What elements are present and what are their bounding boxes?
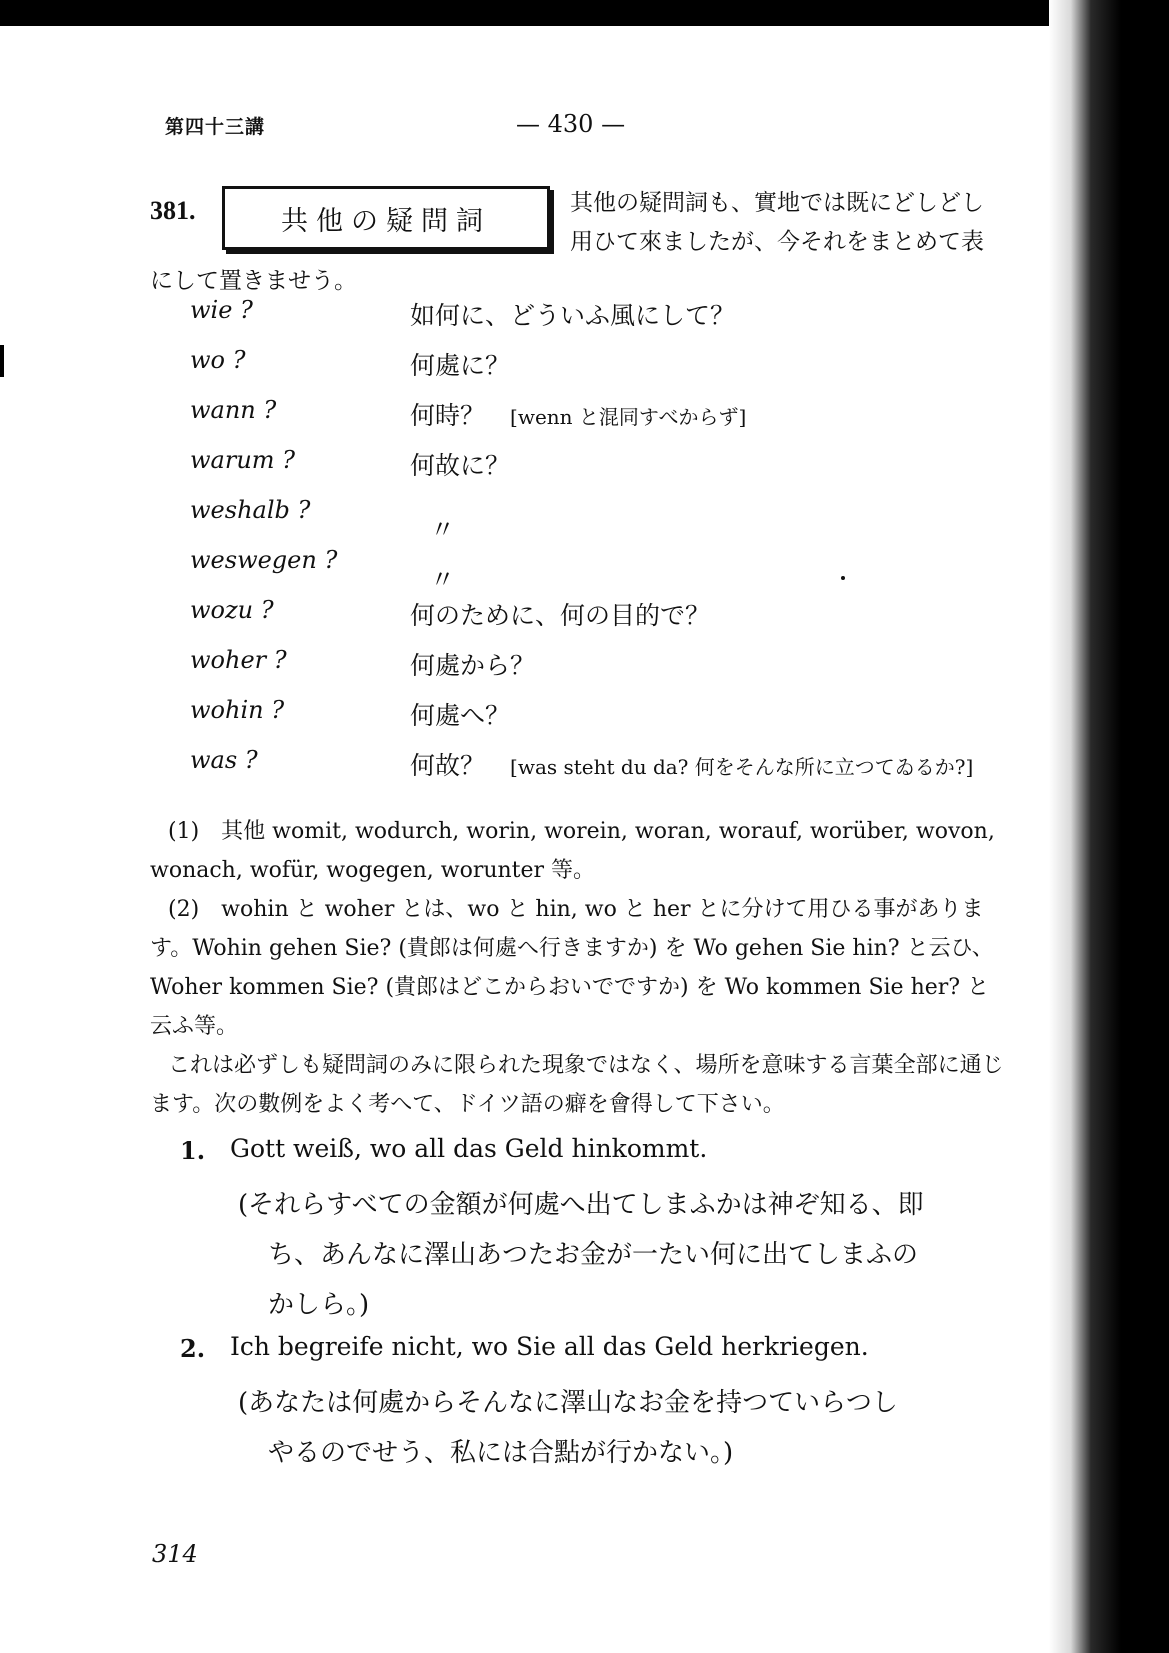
vocab-de: wann ? bbox=[190, 396, 277, 424]
translation-line: ち、あんなに澤山あつたお金が一たい何に出てしまふの bbox=[268, 1240, 919, 1270]
vocab-ja-text: 何處から？ bbox=[410, 651, 536, 680]
vocab-de: weswegen ? bbox=[190, 546, 338, 574]
scan-top-border bbox=[0, 0, 1169, 26]
vocab-ja-text: 何處に？ bbox=[410, 351, 511, 380]
section-title: 共他の疑問詞 bbox=[222, 186, 550, 250]
vocab-ja-text: 何のために、何の目的で？ bbox=[410, 601, 711, 630]
example-translation bbox=[238, 1180, 998, 1330]
vocab-note: [was steht du da? 何をそんな所に立つてゐるか?] bbox=[510, 755, 974, 779]
section-number: 381. bbox=[150, 196, 196, 225]
example-translation bbox=[238, 1378, 998, 1478]
vocab-ja bbox=[410, 446, 510, 482]
vocab-ja bbox=[410, 396, 746, 432]
vocab-de: warum ? bbox=[190, 446, 296, 474]
vocab-note: [wenn と混同すべからず] bbox=[510, 405, 747, 429]
note-1: (1) 其他 womit, wodurch, worin, worein, woran, worauf, worüber, wovon, wonach, wofür, wogegen, worunter 等。 bbox=[150, 819, 995, 883]
vocab-ja bbox=[410, 746, 973, 782]
body-paragraph: これは必ずしも疑問詞のみに限られた現象ではなく、場所を意味する言葉全部に通じます。次の數例をよく考へて、ドイツ語の癖を會得して下さい。 bbox=[150, 1053, 1004, 1117]
vocab-de: was ? bbox=[190, 746, 258, 774]
stray-dot bbox=[841, 576, 845, 580]
vocab-de: wie ? bbox=[190, 296, 253, 324]
scan-left-mark bbox=[0, 345, 4, 377]
translation-line: やるのでせう、私には合點が行かない。) bbox=[268, 1438, 734, 1468]
folio-number: 314 bbox=[152, 1540, 198, 1568]
translation-line: (あなたは何處からそんなに澤山なお金を持つていらつし bbox=[238, 1388, 898, 1418]
lecture-label: 第四十三講 bbox=[165, 116, 266, 138]
vocab-ja-text: 如何に、どういふ風にして？ bbox=[410, 301, 736, 330]
ditto-mark: 〃 bbox=[430, 515, 456, 544]
example-german: Gott weiß, wo all das Geld hinkommt. bbox=[230, 1134, 708, 1163]
vocab-ja bbox=[410, 346, 510, 382]
page-number: — 430 — bbox=[516, 110, 626, 138]
vocab-de: wohin ? bbox=[190, 696, 285, 724]
vocab-de: wozu ? bbox=[190, 596, 274, 624]
vocab-ja bbox=[430, 510, 455, 546]
vocab-ja bbox=[410, 646, 535, 682]
scan-right-edge bbox=[1049, 0, 1169, 1653]
vocab-ja bbox=[410, 696, 510, 732]
example-number: 1. bbox=[180, 1136, 206, 1165]
section-intro-text: 其他の疑問詞も、實地では既にどしどし用ひて來ましたが、今それをまとめて表にして置きませう。 bbox=[150, 190, 984, 294]
vocab-ja-text: 何時？ bbox=[410, 401, 486, 430]
vocab-ja bbox=[410, 596, 710, 632]
vocab-ja-text: 何處へ？ bbox=[410, 701, 511, 730]
vocab-ja-text: 何故に？ bbox=[410, 451, 511, 480]
note-2: (2) wohin と woher とは、wo と hin, wo と her とに分けて用ひる事があります。Wohin gehen Sie? (貴郎は何處へ行きますか) を Wo gehen Sie hin? と云ひ、Woher kommen Sie? (貴郎はどこからおいでですか) を Wo kommen Sie her? と云ふ等。 bbox=[150, 897, 994, 1039]
vocab-de: wo ? bbox=[190, 346, 246, 374]
example-german: Ich begreife nicht, wo Sie all das Geld herkriegen. bbox=[230, 1332, 869, 1361]
translation-line: かしら。) bbox=[268, 1290, 370, 1320]
vocab-ja bbox=[430, 560, 455, 596]
vocab-de: weshalb ? bbox=[190, 496, 311, 524]
translation-line: (それらすべての金額が何處へ出てしまふかは神ぞ知る、即 bbox=[238, 1190, 924, 1220]
vocab-ja bbox=[410, 296, 735, 332]
example-number: 2. bbox=[180, 1334, 206, 1363]
vocab-de: woher ? bbox=[190, 646, 287, 674]
ditto-mark: 〃 bbox=[430, 565, 456, 594]
vocab-ja-text: 何故？ bbox=[410, 751, 486, 780]
